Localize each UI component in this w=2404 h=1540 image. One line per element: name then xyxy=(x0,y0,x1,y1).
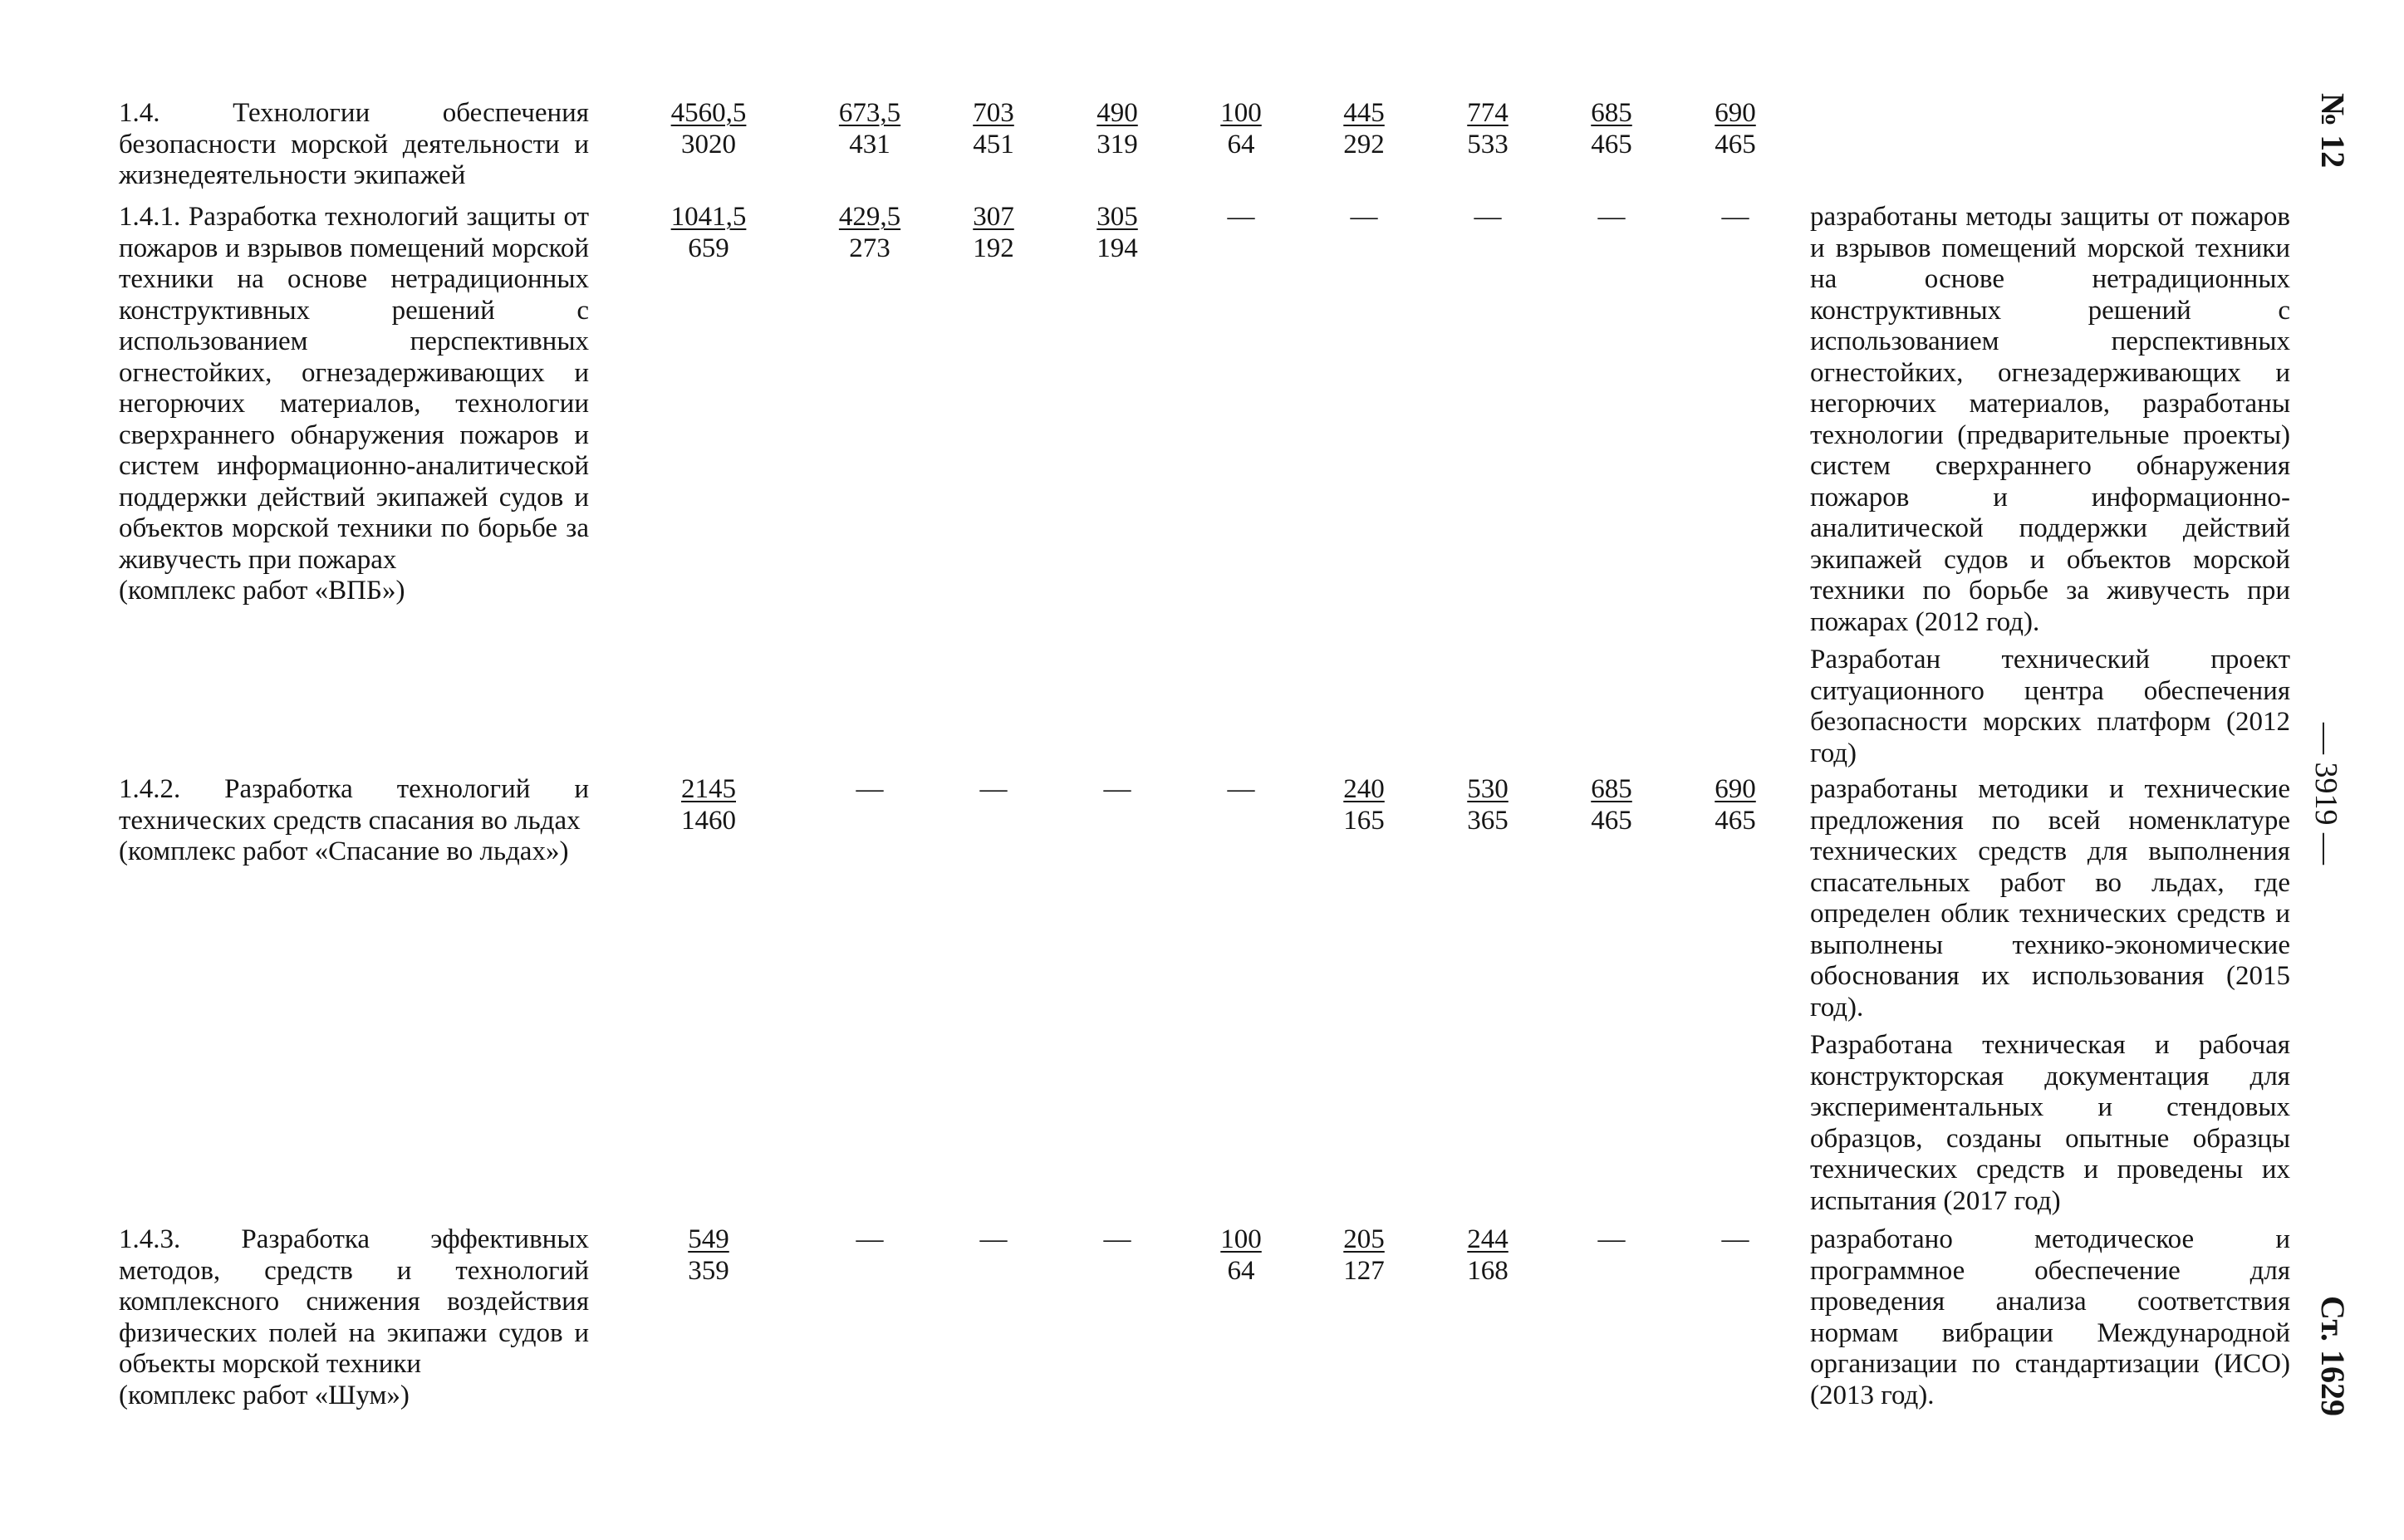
row-description-text: 1.4.3. Разработка эффективных методов, средств и технологий комплексного снижения воздействия физических полей на экипажи судов и объекты морской техники xyxy=(119,1224,589,1379)
row-1-4-1-description xyxy=(119,202,589,607)
empty-value-dash: — xyxy=(1103,1224,1131,1254)
value-cell: $\frac{100}{64}$ xyxy=(1220,1224,1262,1286)
value-cell: $\frac{2145}{1460}$ xyxy=(681,774,736,836)
value-cell: $\frac{685}{465}$ xyxy=(1591,774,1632,836)
row-1-4-3-description xyxy=(119,1224,589,1411)
row-complex-label: (комплекс работ «Спасание во льдах») xyxy=(119,836,569,866)
row-complex-label: (комплекс работ «ВПБ») xyxy=(119,576,405,606)
article-number: Ст. 1629 xyxy=(2314,1296,2352,1416)
value-cell: $\frac{685}{465}$ xyxy=(1591,98,1632,159)
result-paragraph: Разработан технический проект ситуационного центра обеспечения безопасности морских платформ (2012 год) xyxy=(1810,645,2290,768)
value-cell: $\frac{490}{319}$ xyxy=(1097,98,1138,159)
row-description-text: 1.4. Технологии обеспечения безопасности морской деятельности и жизнедеятельности экипажей xyxy=(119,98,589,190)
empty-value-dash: — xyxy=(1227,202,1255,232)
value-cell: $\frac{4560,5}{3020}$ xyxy=(670,98,747,159)
page-number: — 3919 — xyxy=(2308,723,2343,865)
empty-value-dash: — xyxy=(856,1224,884,1254)
row-description-text: 1.4.2. Разработка технологий и технических средств спасания во льдах xyxy=(119,774,589,836)
value-cell: $\frac{244}{168}$ xyxy=(1467,1224,1509,1286)
issue-number: № 12 xyxy=(2314,93,2352,169)
value-cell: $\frac{305}{194}$ xyxy=(1097,202,1138,263)
row-complex-label: (комплекс работ «Шум») xyxy=(119,1380,410,1410)
row-1-4-3-results xyxy=(1810,1224,2290,1411)
value-cell: $\frac{673,5}{431}$ xyxy=(838,98,901,159)
empty-value-dash: — xyxy=(856,774,884,804)
row-description-text: 1.4.1. Разработка технологий защиты от пожаров и взрывов помещений морской техники на основе нетрадиционных конструктивных решений с использованием перспективных огнестойких, огнезадерживающих и негорючих материалов, технологии сверхраннего обнаружения пожаров и систем информационно-аналитической поддержки действий экипажей судов и объектов морской техники по борьбе за живучесть при пожарах xyxy=(119,202,589,575)
result-paragraph: разработаны методики и технические предложения по всей номенклатуре технических средств для выполнения спасательных работ во льдах, где определен облик технических средств и выполнены технико-экономические обоснования их использования (2015 год). xyxy=(1810,774,2290,1023)
value-cell: $\frac{549}{359}$ xyxy=(688,1224,729,1286)
result-paragraph: разработано методическое и программное обеспечение для проведения анализа соответствия нормам вибрации Международной организации по стандартизации (ИСО) (2013 год). xyxy=(1810,1224,2290,1410)
empty-value-dash: — xyxy=(1721,1224,1749,1254)
value-cell: $\frac{774}{533}$ xyxy=(1467,98,1509,159)
empty-value-dash: — xyxy=(1721,202,1749,232)
value-cell: $\frac{1041,5}{659}$ xyxy=(670,202,747,263)
value-cell: $\frac{240}{165}$ xyxy=(1343,774,1385,836)
value-cell: $\frac{530}{365}$ xyxy=(1467,774,1509,836)
empty-value-dash: — xyxy=(1103,774,1131,804)
empty-value-dash: — xyxy=(1474,202,1502,232)
value-cell: $\frac{100}{64}$ xyxy=(1220,98,1262,159)
value-cell: $\frac{703}{451}$ xyxy=(973,98,1014,159)
result-paragraph: разработаны методы защиты от пожаров и взрывов помещений морской техники на основе нетрадиционных конструктивных решений с использованием перспективных огнестойких, огнезадерживающих и негорючих материалов, разработаны технологии (предварительные проекты) систем сверхраннего обнаружения пожаров и информационно-аналитической поддержки действий экипажей судов и объектов морской техники по борьбе за живучесть при пожарах (2012 год). xyxy=(1810,202,2290,637)
value-cell: $\frac{690}{465}$ xyxy=(1715,98,1756,159)
row-1-4-1-results xyxy=(1810,202,2290,769)
row-1-4-2-results xyxy=(1810,774,2290,1217)
row-1-4-description xyxy=(119,98,589,192)
value-cell: $\frac{205}{127}$ xyxy=(1343,1224,1385,1286)
value-cell: $\frac{445}{292}$ xyxy=(1343,98,1385,159)
value-cell: $\frac{690}{465}$ xyxy=(1715,774,1756,836)
row-1-4-2-description xyxy=(119,774,589,868)
empty-value-dash: — xyxy=(1350,202,1378,232)
value-cell: $\frac{307}{192}$ xyxy=(973,202,1014,263)
empty-value-dash: — xyxy=(979,774,1008,804)
empty-value-dash: — xyxy=(1597,202,1626,232)
empty-value-dash: — xyxy=(1227,774,1255,804)
result-paragraph: Разработана техническая и рабочая конструкторская документация для экспериментальных и стендовых образцов, созданы опытные образцы технических средств и проведены их испытания (2017 год) xyxy=(1810,1030,2290,1216)
empty-value-dash: — xyxy=(1597,1224,1626,1254)
value-cell: $\frac{429,5}{273}$ xyxy=(838,202,901,263)
empty-value-dash: — xyxy=(979,1224,1008,1254)
